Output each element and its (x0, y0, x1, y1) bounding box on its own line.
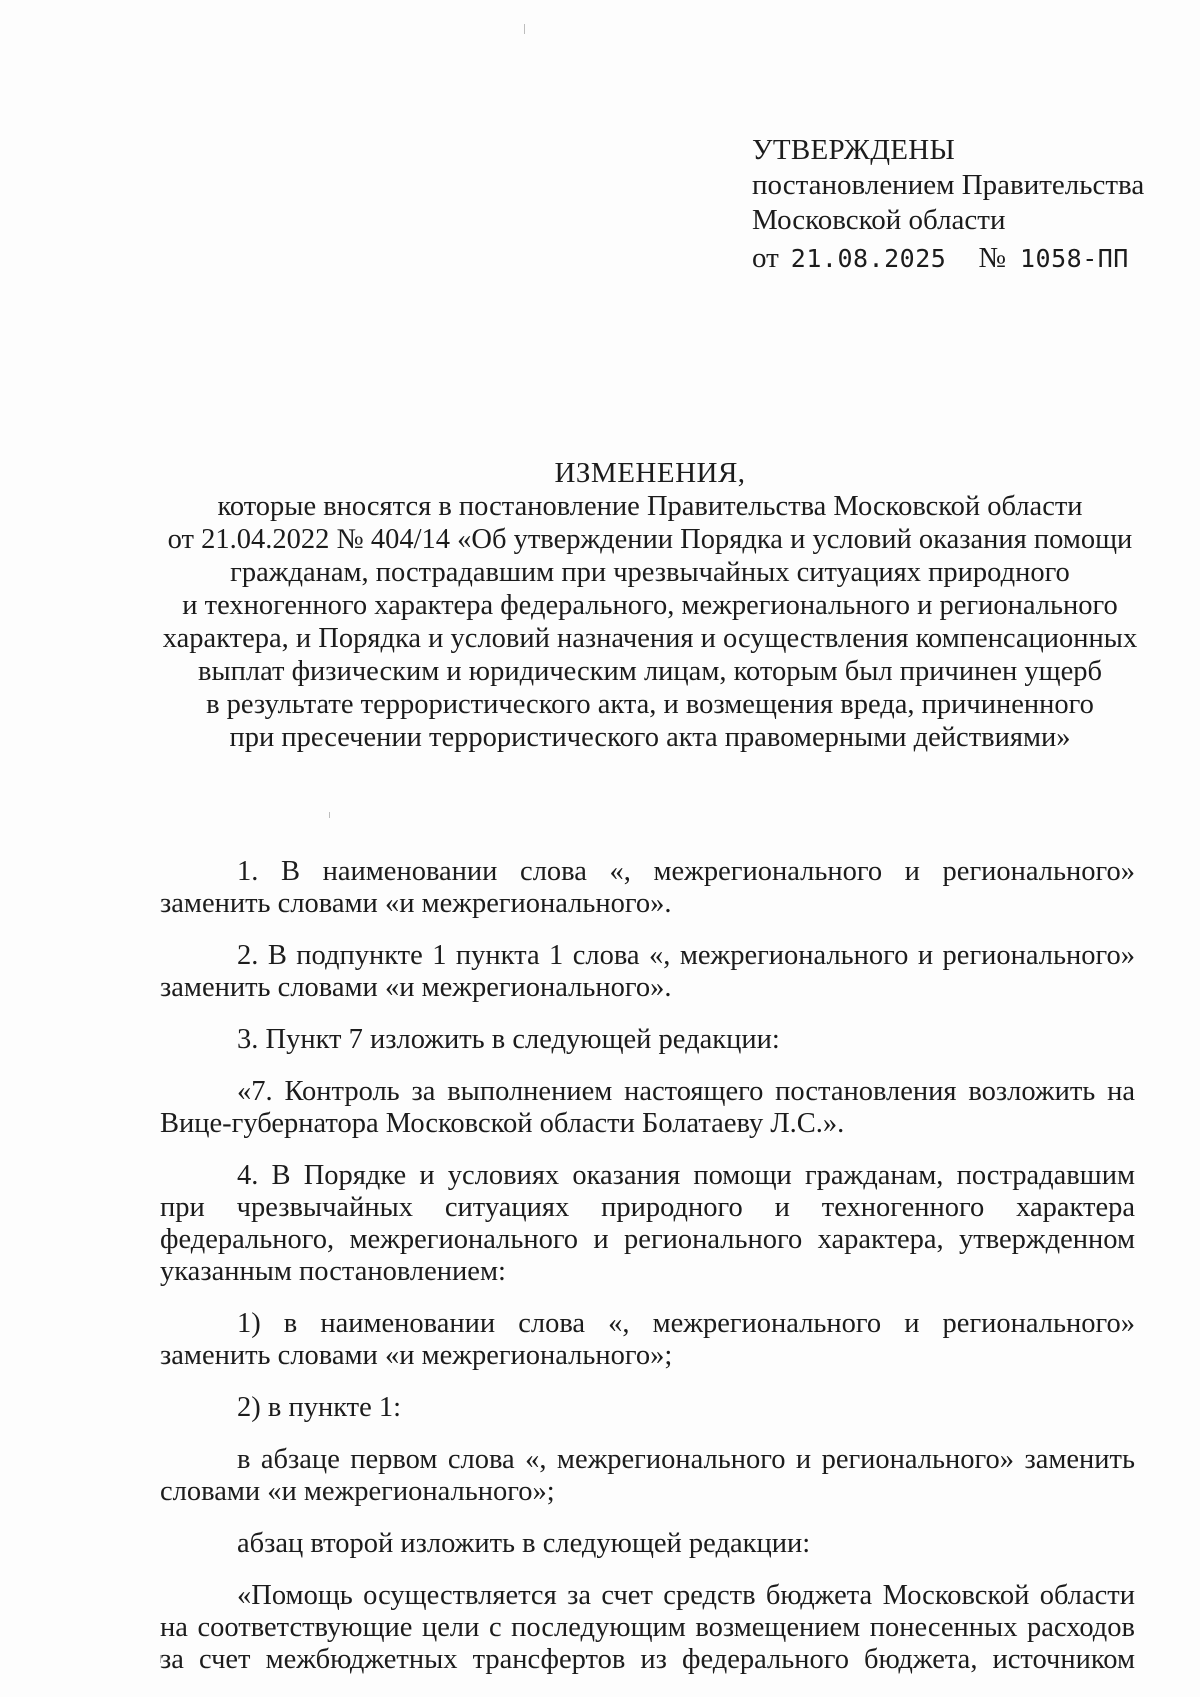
paragraph: «7. Контроль за выполнением настоящего постановления возложить на Вице-губернатора Московской области Болатаеву Л.С.». (160, 1076, 1135, 1139)
title-heading: ИЗМЕНЕНИЯ, (554, 457, 746, 489)
approval-line-2: Московской области (752, 204, 1006, 236)
paragraph: в абзаце первом слова «, межрегионального и регионального» заменить словами «и межрегионального»; (160, 1444, 1135, 1507)
title-line: в результате террористического акта, и возмещения вреда, причиненного (206, 689, 1094, 720)
paragraph: 1. В наименовании слова «, межрегионального и регионального» заменить словами «и межрегионального». (160, 856, 1135, 919)
approval-line-1: постановлением Правительства (752, 169, 1145, 201)
title-line: выплат физическим и юридическим лицам, которым был причинен ущерб (198, 656, 1102, 687)
title-line: которые вносятся в постановление Правительства Московской области (217, 491, 1083, 522)
document-body (160, 856, 1135, 1676)
approval-stamp (752, 132, 1152, 277)
paragraph: 1) в наименовании слова «, межрегионального и регионального» заменить словами «и межрегионального»; (160, 1308, 1135, 1371)
title-line: и техногенного характера федерального, межрегионального и регионального (182, 590, 1118, 621)
paragraph: 4. В Порядке и условиях оказания помощи гражданам, пострадавшим при чрезвычайных ситуациях природного и техногенного характера федерального, межрегионального и регионального характера, утвержденном указанным постановлением: (160, 1160, 1135, 1287)
paragraph: 3. Пункт 7 изложить в следующей редакции: (237, 1024, 780, 1055)
approval-date-number (752, 240, 1152, 277)
approval-number: 1058-ПП (1019, 244, 1129, 273)
title-line: при пресечении террористического акта правомерными действиями» (229, 722, 1071, 753)
approval-date: 21.08.2025 (790, 244, 947, 273)
approval-number-sign: № (978, 242, 1006, 274)
title-line: гражданам, пострадавшим при чрезвычайных ситуациях природного (230, 557, 1070, 588)
title-line: характера, и Порядка и условий назначения и осуществления компенсационных (162, 623, 1138, 654)
paragraph: 2) в пункте 1: (237, 1392, 402, 1423)
paragraph: абзац второй изложить в следующей редакции: (237, 1528, 811, 1559)
paragraph: 2. В подпункте 1 пункта 1 слова «, межрегионального и регионального» заменить словами «и межрегионального». (160, 940, 1135, 1003)
page-top-mark (524, 24, 525, 34)
document-title (150, 456, 1150, 754)
paragraph: «Помощь осуществляется за счет средств бюджета Московской области на соответствующие цели с последующим возмещением понесенных расходов за счет межбюджетных трансфертов из федерального бюджета, источником (160, 1580, 1135, 1675)
approval-date-prefix: от (752, 242, 779, 274)
page-margin-mark (329, 812, 330, 818)
title-line: от 21.04.2022 № 404/14 «Об утверждении Порядка и условий оказания помощи (167, 524, 1133, 555)
approval-heading: УТВЕРЖДЕНЫ (752, 134, 956, 166)
